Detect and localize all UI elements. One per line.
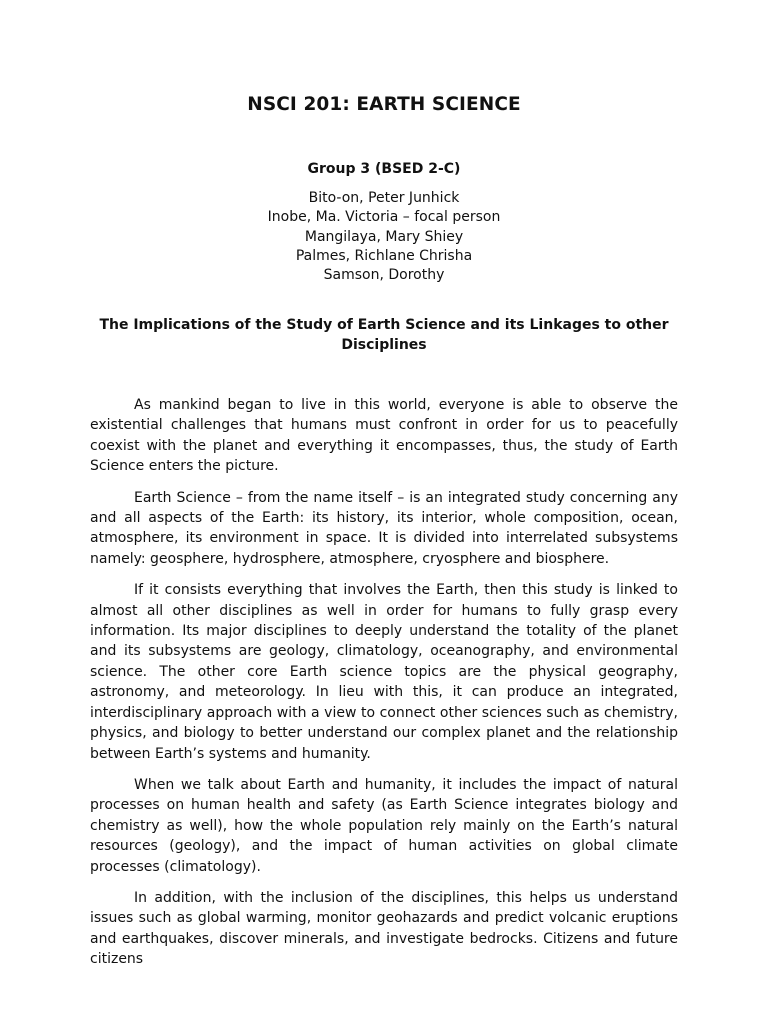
paragraph: As mankind began to live in this world, everyone is able to observe the existential challenges that humans must confront in order for us to peacefully coexist with the planet and everything it encompasses, thus, the study of Earth Science enters the picture. — [90, 397, 678, 475]
essay-body — [90, 395, 678, 981]
paragraph: In addition, with the inclusion of the disciplines, this helps us understand issues such as global warming, monitor geohazards and predict volcanic eruptions and earthquakes, discover minerals, and investigate bedrocks. Citizens and future citizens — [90, 889, 678, 968]
paragraph: When we talk about Earth and humanity, it includes the impact of natural processes on human health and safety (as Earth Science integrates biology and chemistry as well), how the whole population rely mainly on the Earth’s natural resources (geology), and the impact of human activities on global climate processes (climatology). — [90, 776, 678, 875]
member-name: Inobe, Ma. Victoria – focal person — [267, 209, 501, 226]
paragraph: Earth Science – from the name itself – is an integrated study concerning any and all aspects of the Earth: its history, its interior, whole composition, ocean, atmosphere, its environment in space. It is divided into interrelated subsystems namely: geosphere, hydrosphere, atmosphere, cryosphere and biosphere. — [90, 489, 678, 567]
essay-title: The Implications of the Study of Earth Science and its Linkages to other Disciplines — [99, 317, 669, 353]
member-name: Mangilaya, Mary Shiey — [304, 228, 464, 245]
member-name: Bito-on, Peter Junhick — [308, 190, 460, 206]
paragraph: If it consists everything that involves the Earth, then this study is linked to almost all other disciplines as well in order for humans to fully grasp every information. Its major disciplines to deeply understand the totality of the planet and its subsystems are geology, climatology, oceanography, and environmental science. The other core Earth science topics are the physical geography, astronomy, and meteorology. In lieu with this, it can produce an integrated, interdisciplinary approach with a view to connect other sciences such as chemistry, physics, and biology to better understand our complex planet and the relationship between Earth’s systems and humanity. — [90, 582, 678, 762]
member-list — [0, 189, 768, 285]
member-name: Palmes, Richlane Chrisha — [295, 247, 473, 264]
group-heading: Group 3 (BSED 2-C) — [307, 161, 461, 177]
document-title: NSCI 201: EARTH SCIENCE — [247, 94, 521, 115]
member-name: Samson, Dorothy — [323, 267, 445, 284]
